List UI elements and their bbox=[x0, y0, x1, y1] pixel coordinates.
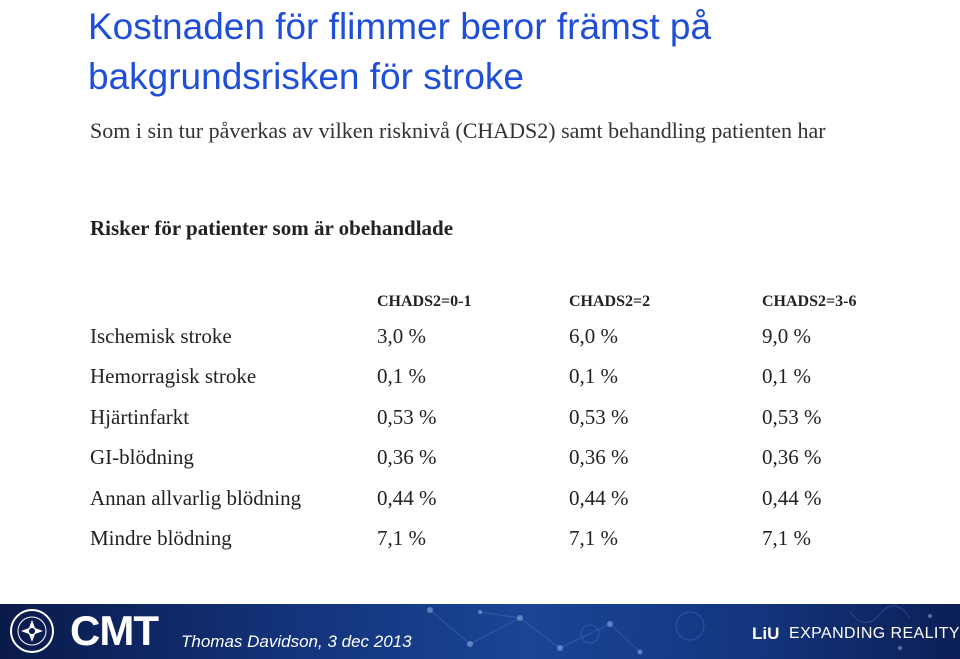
header-cell bbox=[90, 288, 377, 316]
table-cell: 0,36 % bbox=[377, 445, 437, 470]
table-cell: 0,1 % bbox=[569, 364, 618, 389]
table-cell: 7,1 % bbox=[569, 526, 618, 551]
liu-tagline: EXPANDING REALITY bbox=[789, 625, 960, 642]
linkoping-university-seal-icon bbox=[9, 608, 55, 654]
table-cell: 7,1 % bbox=[762, 526, 811, 551]
table-row bbox=[90, 519, 942, 560]
liu-logo: LiU bbox=[752, 624, 780, 643]
row-label: Ischemisk stroke bbox=[90, 323, 232, 348]
table-row bbox=[90, 438, 942, 479]
row-label: GI-blödning bbox=[90, 445, 194, 470]
table-row bbox=[90, 316, 942, 357]
table-cell: 0,36 % bbox=[762, 445, 822, 470]
header-cell: CHADS2=3-6 bbox=[762, 293, 857, 310]
table-cell: 0,53 % bbox=[377, 404, 437, 429]
table-row bbox=[90, 397, 942, 438]
table-header-row bbox=[90, 288, 942, 316]
table-cell: 6,0 % bbox=[569, 323, 618, 348]
row-label: Hjärtinfarkt bbox=[90, 404, 190, 429]
table-cell: 0,44 % bbox=[762, 485, 822, 510]
table-cell: 0,1 % bbox=[762, 364, 811, 389]
table-cell: 0,44 % bbox=[377, 485, 437, 510]
table-cell: 0,36 % bbox=[569, 445, 629, 470]
table-cell: 0,44 % bbox=[569, 485, 629, 510]
header-cell: CHADS2=2 bbox=[569, 293, 651, 310]
row-label: Mindre blödning bbox=[90, 526, 232, 551]
table-cell: 7,1 % bbox=[377, 526, 426, 551]
table-cell: 0,53 % bbox=[762, 404, 822, 429]
table-row bbox=[90, 357, 942, 398]
row-label: Annan allvarlig blödning bbox=[90, 485, 302, 510]
table-cell: 3,0 % bbox=[377, 323, 426, 348]
table-cell: 0,53 % bbox=[569, 404, 629, 429]
row-label: Hemorragisk stroke bbox=[90, 364, 257, 389]
header-cell: CHADS2=0-1 bbox=[377, 293, 472, 310]
slide-title: Kostnaden för flimmer beror främst på bakgrundsrisken för stroke bbox=[88, 6, 712, 97]
footer-author-date: Thomas Davidson, 3 dec 2013 bbox=[181, 632, 412, 651]
slide-subtitle: Som i sin tur påverkas av vilken risknivå (CHADS2) samt behandling patienten har bbox=[90, 118, 826, 143]
table-row bbox=[90, 478, 942, 519]
section-heading: Risker för patienter som är obehandlade bbox=[90, 216, 454, 240]
footer-band bbox=[0, 604, 960, 659]
cmt-logo: CMT bbox=[70, 607, 158, 654]
risk-table bbox=[90, 288, 942, 559]
table-cell: 9,0 % bbox=[762, 323, 811, 348]
table-cell: 0,1 % bbox=[377, 364, 426, 389]
